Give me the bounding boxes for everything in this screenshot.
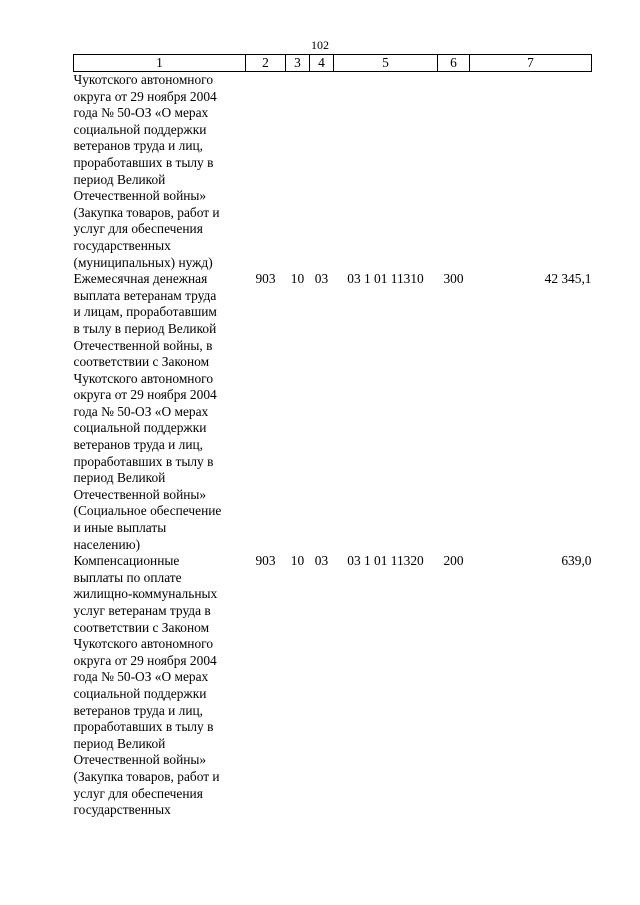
row-subsection-code: 03	[314, 553, 329, 569]
table-row	[74, 72, 592, 272]
row-target-article: 03 1 01 11320	[347, 553, 424, 569]
row-expense-type: 300	[443, 271, 464, 287]
row-description-text: Компенсационные выплаты по оплате жилищно-коммунальных услуг ветеранам труда в соответствии с Законом Чукотского автономного округа от 29 ноября 2004 года № 50-ОЗ «О мерах социальной поддержки ветеранов труда и лиц, проработавших в тылу в период Великой Отечественной войны» (Закупка товаров, работ и услуг для обеспечения государственных	[73, 553, 220, 818]
table-row	[74, 271, 592, 553]
row-expense-type: 200	[443, 553, 464, 569]
header-col-4: 4	[310, 55, 334, 72]
row-subsection-code	[310, 72, 334, 272]
row-section-code: 10	[290, 271, 305, 287]
header-row	[74, 55, 592, 72]
table-row	[74, 553, 592, 819]
row-subsection-code: 03	[314, 271, 329, 287]
header-col-7: 7	[470, 55, 592, 72]
header-col-2: 2	[246, 55, 286, 72]
row-ministry-code: 903	[255, 553, 276, 569]
row-section-code: 10	[290, 553, 305, 569]
row-description-text: Ежемесячная денежная выплата ветеранам труда и лицам, проработавшим в тылу в период Великой Отечественной войны, в соответствии с Законом Чукотского автономного округа от 29 ноября 2004 года № 50-ОЗ «О мерах социальной поддержки ветеранов труда и лиц, проработавших в тылу в период Великой Отечественной войны» (Социальное обеспечение и иные выплаты населению)	[73, 271, 222, 552]
header-col-5: 5	[334, 55, 438, 72]
row-amount: 639,0	[561, 553, 592, 569]
row-description-text: Чукотского автономного округа от 29 ноября 2004 года № 50-ОЗ «О мерах социальной поддержки ветеранов труда и лиц, проработавших в тылу в период Великой Отечественной войны» (Закупка товаров, работ и услуг для обеспечения государственных (муниципальных) нужд)	[73, 72, 220, 270]
header-col-3: 3	[286, 55, 310, 72]
row-description	[74, 553, 246, 819]
row-expense-type	[438, 72, 470, 272]
page-number: 102	[311, 38, 329, 52]
row-amount	[470, 72, 592, 272]
row-target-article: 03 1 01 11310	[347, 271, 424, 287]
row-amount: 42 345,1	[544, 271, 592, 287]
header-col-6: 6	[438, 55, 470, 72]
row-description	[74, 271, 246, 553]
row-target-article	[334, 72, 438, 272]
budget-table	[73, 54, 592, 819]
row-ministry-code: 903	[255, 271, 276, 287]
row-section-code	[286, 72, 310, 272]
row-description	[74, 72, 246, 272]
header-col-1: 1	[74, 55, 246, 72]
row-ministry-code	[246, 72, 286, 272]
